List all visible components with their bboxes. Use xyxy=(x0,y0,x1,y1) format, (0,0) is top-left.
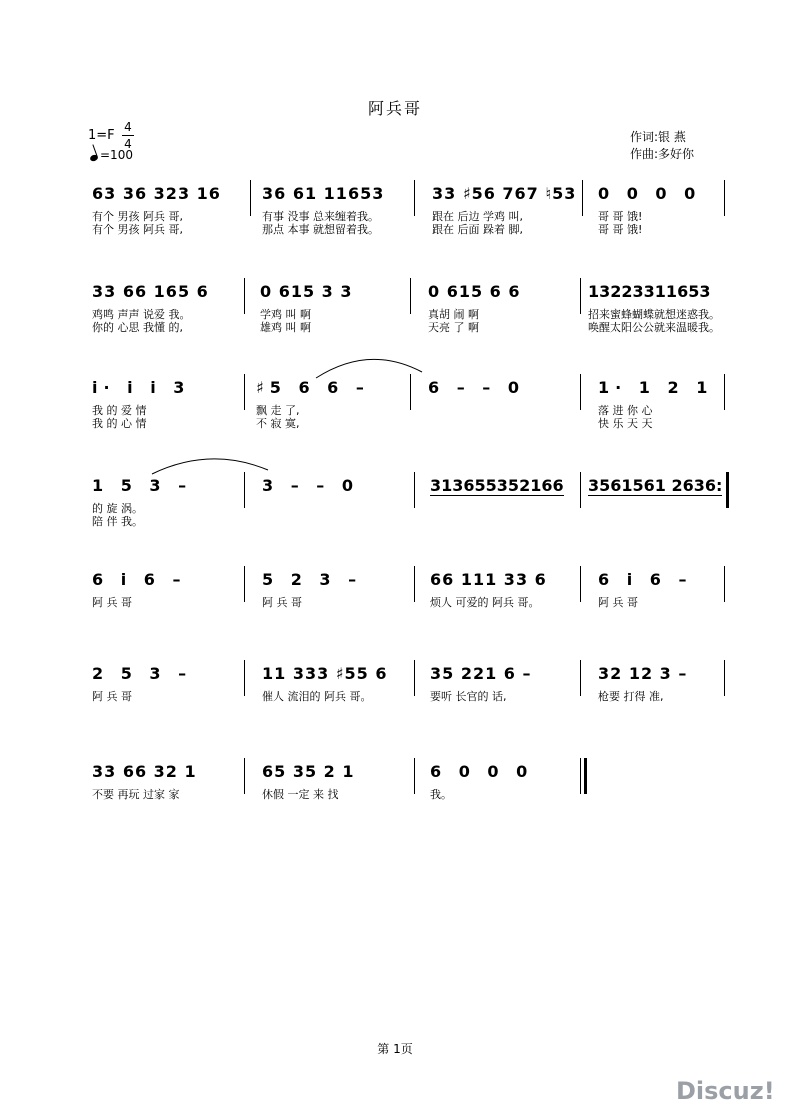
measure-notes: 33 66 32 1 xyxy=(92,762,197,781)
measure xyxy=(430,758,570,818)
time-signature-denominator: 4 xyxy=(124,137,132,151)
final-barline xyxy=(584,758,587,794)
measure-notes: 35 221 6 – xyxy=(430,664,532,683)
measure xyxy=(430,566,580,626)
lyric-verse-1: 跟在 后边 学鸡 叫, xyxy=(432,210,523,223)
lyricist-credit: 作词:银 燕 xyxy=(630,130,686,144)
measure xyxy=(92,180,252,240)
measure-notes: 33 ♯56 767 ♮53 xyxy=(432,184,577,203)
lyric-verse-1: 的 旋 涡。 xyxy=(92,502,143,515)
measure-notes: 13223311653 xyxy=(588,282,711,301)
lyric-verse-1: 阿 兵 哥 xyxy=(92,690,132,703)
measure-notes: 6 – – 0 xyxy=(428,378,525,397)
barline xyxy=(724,180,725,216)
measure-notes: 6 i 6 – xyxy=(598,570,693,589)
score-line-4 xyxy=(92,472,732,552)
score-line-2 xyxy=(92,278,732,358)
slur-tie xyxy=(150,452,270,478)
composer-credit: 作曲:多好你 xyxy=(630,147,695,161)
barline xyxy=(244,758,245,794)
measure-notes: ♯5 6 6 – xyxy=(256,378,370,397)
barline xyxy=(244,660,245,696)
quarter-note-icon xyxy=(89,154,99,162)
barline xyxy=(724,660,725,696)
measure xyxy=(92,374,242,434)
measure-notes: 65 35 2 1 xyxy=(262,762,355,781)
barline xyxy=(580,278,581,314)
barline xyxy=(410,374,411,410)
lyric-verse-1: 有事 没事 总来缠着我。 xyxy=(262,210,379,223)
lyric-verse-2: 我 的 心 情 xyxy=(92,417,147,430)
measure xyxy=(430,660,580,720)
lyric-verse-1: 休假 一定 来 找 xyxy=(262,788,339,801)
lyric-verse-2: 你的 心思 我懂 的, xyxy=(92,321,183,334)
barline xyxy=(580,660,581,696)
score-line-5 xyxy=(92,566,732,646)
repeat-barline xyxy=(726,472,729,508)
barline xyxy=(580,374,581,410)
score-line-1 xyxy=(92,180,732,260)
lyric-verse-1: 学鸡 叫 啊 xyxy=(260,308,311,321)
score-title: 阿兵哥 xyxy=(367,99,422,118)
barline xyxy=(244,472,245,508)
lyric-verse-2: 有个 男孩 阿兵 哥, xyxy=(92,223,183,236)
measure-notes: 313655352166 xyxy=(430,476,564,495)
lyric-verse-2: 陪 伴 我。 xyxy=(92,515,143,528)
score-line-3 xyxy=(92,374,732,454)
lyric-verse-2: 唤醒太阳公公就来温暖我。 xyxy=(588,321,720,334)
score-line-6 xyxy=(92,660,732,740)
measure xyxy=(92,278,252,338)
tempo-marking xyxy=(90,148,133,162)
barline xyxy=(250,180,251,216)
lyric-verse-1: 鸡鸣 声声 说爱 我。 xyxy=(92,308,191,321)
slur-tie xyxy=(314,352,424,382)
measure xyxy=(256,374,406,434)
measure xyxy=(598,180,718,240)
lyric-verse-2: 跟在 后面 跺着 脚, xyxy=(432,223,523,236)
lyric-verse-1: 有个 男孩 阿兵 哥, xyxy=(92,210,183,223)
barline xyxy=(414,566,415,602)
key-signature: 1=F xyxy=(88,128,115,143)
measure-notes: 2 5 3 – xyxy=(92,664,193,683)
lyric-verse-2: 雄鸡 叫 啊 xyxy=(260,321,311,334)
lyric-verse-1: 飘 走 了, xyxy=(256,404,300,417)
barline xyxy=(244,566,245,602)
lyric-verse-1: 不要 再玩 过家 家 xyxy=(92,788,180,801)
measure-notes: 0 615 6 6 xyxy=(428,282,521,301)
measure xyxy=(262,180,417,240)
time-signature xyxy=(122,120,134,151)
time-signature-numerator: 4 xyxy=(124,120,132,134)
barline xyxy=(582,180,583,216)
measure xyxy=(92,758,242,818)
measure-notes: 0 0 0 0 xyxy=(598,184,702,203)
measure-notes: 0 615 3 3 xyxy=(260,282,353,301)
measure xyxy=(92,472,242,532)
measure xyxy=(588,278,732,338)
measure xyxy=(430,472,580,532)
measure-notes: 11 333 ♯55 6 xyxy=(262,664,388,683)
measure-notes: 1 5 3 – xyxy=(92,476,193,495)
lyric-verse-1: 枪要 打得 准, xyxy=(598,690,664,703)
lyric-verse-1: 阿 兵 哥 xyxy=(598,596,638,609)
measure xyxy=(588,472,728,532)
lyric-verse-2: 不 寂 寞, xyxy=(256,417,300,430)
lyric-verse-2: 快 乐 天 天 xyxy=(598,417,653,430)
measure xyxy=(92,566,242,626)
measure-notes: 6 0 0 0 xyxy=(430,762,534,781)
measure xyxy=(432,180,582,240)
lyric-verse-2: 那点 本事 就想留着我。 xyxy=(262,223,379,236)
barline xyxy=(724,566,725,602)
measure-notes: 63 36 323 16 xyxy=(92,184,221,203)
lyric-verse-1: 我 的 爱 情 xyxy=(92,404,147,417)
measure-notes: 36 61 11653 xyxy=(262,184,385,203)
lyric-verse-1: 落 进 你 心 xyxy=(598,404,653,417)
measure xyxy=(598,660,728,720)
measure-notes: 32 12 3 – xyxy=(598,664,688,683)
measure-notes: 66 111 33 6 xyxy=(430,570,547,589)
time-signature-divider xyxy=(122,135,134,136)
barline xyxy=(724,374,725,410)
lyric-verse-1: 阿 兵 哥 xyxy=(262,596,302,609)
measure-notes: 5 2 3 – xyxy=(262,570,363,589)
barline xyxy=(410,278,411,314)
barline xyxy=(414,758,415,794)
measure xyxy=(92,660,242,720)
measure-notes: 3 – – 0 xyxy=(262,476,359,495)
measure xyxy=(262,758,412,818)
measure xyxy=(262,660,412,720)
measure xyxy=(428,374,578,434)
page-number: 第 1页 xyxy=(377,1042,413,1056)
lyric-verse-1: 烦人 可爱的 阿兵 哥。 xyxy=(430,596,540,609)
score-line-7 xyxy=(92,758,732,838)
barline xyxy=(580,758,581,794)
measure-notes: 3561561 2636: xyxy=(588,476,723,495)
tempo-value: =100 xyxy=(100,148,133,162)
barline xyxy=(244,374,245,410)
barline xyxy=(244,278,245,314)
lyric-verse-1: 催人 流泪的 阿兵 哥。 xyxy=(262,690,372,703)
measure xyxy=(260,278,410,338)
measure xyxy=(428,278,578,338)
lyric-verse-1: 阿 兵 哥 xyxy=(92,596,132,609)
barline xyxy=(580,472,581,508)
measure-notes: i· i i 3 xyxy=(92,378,191,397)
measure-notes: 33 66 165 6 xyxy=(92,282,209,301)
barline xyxy=(414,660,415,696)
lyric-verse-1: 真胡 闹 啊 xyxy=(428,308,479,321)
measure xyxy=(598,566,728,626)
lyric-verse-1: 哥 哥 饿! xyxy=(598,210,643,223)
watermark-logo: Discuz! xyxy=(676,1077,775,1105)
measure xyxy=(262,472,402,532)
measure xyxy=(262,566,412,626)
barline xyxy=(580,566,581,602)
measure-notes: 6 i 6 – xyxy=(92,570,187,589)
lyric-verse-1: 我。 xyxy=(430,788,452,801)
measure-notes: 1· 1 2 1 xyxy=(598,378,714,397)
lyric-verse-2: 哥 哥 饿! xyxy=(598,223,643,236)
barline xyxy=(414,472,415,508)
measure xyxy=(598,374,728,434)
lyric-verse-1: 要听 长官的 话, xyxy=(430,690,507,703)
lyric-verse-1: 招来蜜蜂蝴蝶就想迷惑我。 xyxy=(588,308,720,321)
lyric-verse-2: 天亮 了 啊 xyxy=(428,321,479,334)
barline xyxy=(414,180,415,216)
